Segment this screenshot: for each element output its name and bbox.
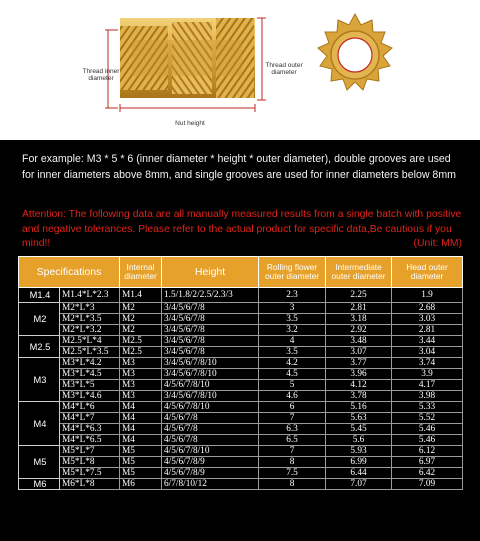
rolling-flower-cell: 7 [259,446,326,457]
head-cell: 2.81 [392,325,463,336]
internal-diameter-cell: M2 [120,314,162,325]
specification-panel [0,140,480,541]
rolling-flower-cell: 4.6 [259,391,326,402]
head-cell: 3.98 [392,391,463,402]
internal-diameter-cell: M2.5 [120,347,162,358]
group-cell: M2.5 [19,336,60,358]
height-cell: 4/5/6/7/8 [162,424,259,435]
table-row [19,413,463,424]
rolling-flower-cell: 7.5 [259,468,326,479]
internal-diameter-cell: M2.5 [120,336,162,347]
intermediate-cell: 5.45 [326,424,392,435]
nut-height-label: Nut height [175,120,205,127]
group-cell: M6 [19,479,60,490]
attention-notice [22,208,462,252]
spec-table [18,256,463,490]
table-body [19,288,463,490]
spec-cell: M6*L*8 [60,479,120,490]
height-cell: 4/5/6/7/8/9 [162,457,259,468]
head-cell: 3.04 [392,347,463,358]
intermediate-cell: 6.99 [326,457,392,468]
table-row [19,479,463,490]
table-row [19,358,463,369]
rolling-flower-cell: 4.5 [259,369,326,380]
intermediate-cell: 5.93 [326,446,392,457]
head-cell: 6.12 [392,446,463,457]
table-row [19,468,463,479]
group-cell: M3 [19,358,60,402]
height-cell: 4/5/6/7/8/10 [162,446,259,457]
intro-text: For example: M3 * 5 * 6 (inner diameter * height * outer diameter), double grooves are used for inner diameters above 8mm, and single grooves are used for inner diameters below 8mm [22,153,456,181]
spec-cell: M2*L*3.2 [60,325,120,336]
intermediate-cell: 4.12 [326,380,392,391]
internal-diameter-cell: M4 [120,413,162,424]
group-cell: M4 [19,402,60,446]
intermediate-cell: 6.44 [326,468,392,479]
head-cell: 4.17 [392,380,463,391]
header-specifications: Specifications [19,257,120,288]
height-cell: 3/4/5/6/7/8 [162,336,259,347]
rolling-flower-cell: 4.2 [259,358,326,369]
intermediate-cell: 2.92 [326,325,392,336]
head-cell: 1.9 [392,288,463,303]
rolling-flower-cell: 4 [259,336,326,347]
head-cell: 3.03 [392,314,463,325]
spec-cell: M4*L*6 [60,402,120,413]
table-row [19,380,463,391]
rolling-flower-cell: 5 [259,380,326,391]
header-height: Height [162,257,259,288]
nut-diagram [0,0,480,140]
rolling-flower-cell: 7 [259,413,326,424]
intermediate-cell: 3.48 [326,336,392,347]
head-cell: 3.44 [392,336,463,347]
height-cell: 3/4/5/6/7/8/10 [162,391,259,402]
internal-diameter-cell: M5 [120,468,162,479]
table-row [19,391,463,402]
table-row [19,288,463,303]
rolling-flower-cell: 3.5 [259,314,326,325]
spec-cell: M2*L*3.5 [60,314,120,325]
rolling-flower-cell: 6.3 [259,424,326,435]
unit-label: (Unit: MM) [413,238,462,250]
table-row [19,325,463,336]
header-intermediate: Intermediate outer diameter [326,257,392,288]
height-cell: 4/5/6/7/8/10 [162,402,259,413]
spec-cell: M4*L*7 [60,413,120,424]
head-cell: 3.9 [392,369,463,380]
intermediate-cell: 2.25 [326,288,392,303]
intermediate-cell: 5.16 [326,402,392,413]
intermediate-cell: 7.07 [326,479,392,490]
table-row [19,336,463,347]
head-cell: 7.09 [392,479,463,490]
internal-diameter-cell: M3 [120,380,162,391]
rolling-flower-cell: 3.5 [259,347,326,358]
head-cell: 6.42 [392,468,463,479]
spec-cell: M2*L*3 [60,303,120,314]
spec-cell: M2.5*L*4 [60,336,120,347]
height-cell: 4/5/6/7/8/9 [162,468,259,479]
header-rolling-flower: Rolling flower outer diameter [259,257,326,288]
table-row [19,369,463,380]
table-row [19,314,463,325]
internal-diameter-cell: M1.4 [120,288,162,303]
rolling-flower-cell: 6 [259,402,326,413]
spec-cell: M5*L*8 [60,457,120,468]
group-cell: M2 [19,303,60,336]
internal-diameter-cell: M4 [120,424,162,435]
intermediate-cell: 2.81 [326,303,392,314]
height-cell: 3/4/5/6/7/8/10 [162,358,259,369]
nut-diagram-graphic [0,0,480,140]
attention-text: Attention: The following data are all manually measured results from a single batch with positive and negative tolerances. Please refer to the actual product for specific data,Be cautious if you mind!! [22,209,462,250]
spec-cell: M3*L*4.2 [60,358,120,369]
thread-outer-label: Thread outer diameter [265,62,303,76]
height-cell: 3/4/5/6/7/8/10 [162,369,259,380]
spec-cell: M3*L*4.5 [60,369,120,380]
head-cell: 5.46 [392,435,463,446]
height-cell: 3/4/5/6/7/8 [162,325,259,336]
internal-diameter-cell: M6 [120,479,162,490]
spec-cell: M5*L*7.5 [60,468,120,479]
thread-inner-label: Thread inner diameter [82,68,120,82]
table-row [19,347,463,358]
intermediate-cell: 5.6 [326,435,392,446]
rolling-flower-cell: 8 [259,457,326,468]
table-row [19,435,463,446]
table-row [19,424,463,435]
head-cell: 5.46 [392,424,463,435]
spec-cell: M3*L*4.6 [60,391,120,402]
spec-cell: M3*L*5 [60,380,120,391]
spec-cell: M1.4*L*2.3 [60,288,120,303]
height-cell: 4/5/6/7/8/10 [162,380,259,391]
internal-diameter-cell: M3 [120,391,162,402]
intermediate-cell: 3.18 [326,314,392,325]
table-row [19,457,463,468]
head-cell: 2.68 [392,303,463,314]
head-cell: 3.74 [392,358,463,369]
height-cell: 1.5/1.8/2/2.5/2.3/3 [162,288,259,303]
height-cell: 3/4/5/6/7/8 [162,347,259,358]
header-head: Head outer diameter [392,257,463,288]
intermediate-cell: 3.77 [326,358,392,369]
intermediate-cell: 3.78 [326,391,392,402]
head-cell: 5.52 [392,413,463,424]
table-header-row [19,257,463,288]
rolling-flower-cell: 3 [259,303,326,314]
table-row [19,446,463,457]
internal-diameter-cell: M4 [120,435,162,446]
spec-cell: M4*L*6.5 [60,435,120,446]
intermediate-cell: 3.07 [326,347,392,358]
rolling-flower-cell: 8 [259,479,326,490]
height-cell: 6/7/8/10/12 [162,479,259,490]
table-row [19,303,463,314]
height-cell: 3/4/5/6/7/8 [162,303,259,314]
internal-diameter-cell: M2 [120,325,162,336]
spec-cell: M5*L*7 [60,446,120,457]
head-cell: 6.97 [392,457,463,468]
table-row [19,402,463,413]
internal-diameter-cell: M3 [120,358,162,369]
height-cell: 4/5/6/7/8 [162,413,259,424]
internal-diameter-cell: M5 [120,457,162,468]
height-cell: 3/4/5/6/7/8 [162,314,259,325]
spec-cell: M4*L*6.3 [60,424,120,435]
group-cell: M1.4 [19,288,60,303]
spec-cell: M2.5*L*3.5 [60,347,120,358]
head-cell: 5.33 [392,402,463,413]
internal-diameter-cell: M5 [120,446,162,457]
rolling-flower-cell: 6.5 [259,435,326,446]
header-internal-diameter: Internal diameter [120,257,162,288]
intermediate-cell: 5.63 [326,413,392,424]
internal-diameter-cell: M2 [120,303,162,314]
rolling-flower-cell: 2.3 [259,288,326,303]
internal-diameter-cell: M3 [120,369,162,380]
height-cell: 4/5/6/7/8 [162,435,259,446]
group-cell: M5 [19,446,60,479]
rolling-flower-cell: 3.2 [259,325,326,336]
internal-diameter-cell: M4 [120,402,162,413]
intermediate-cell: 3.96 [326,369,392,380]
